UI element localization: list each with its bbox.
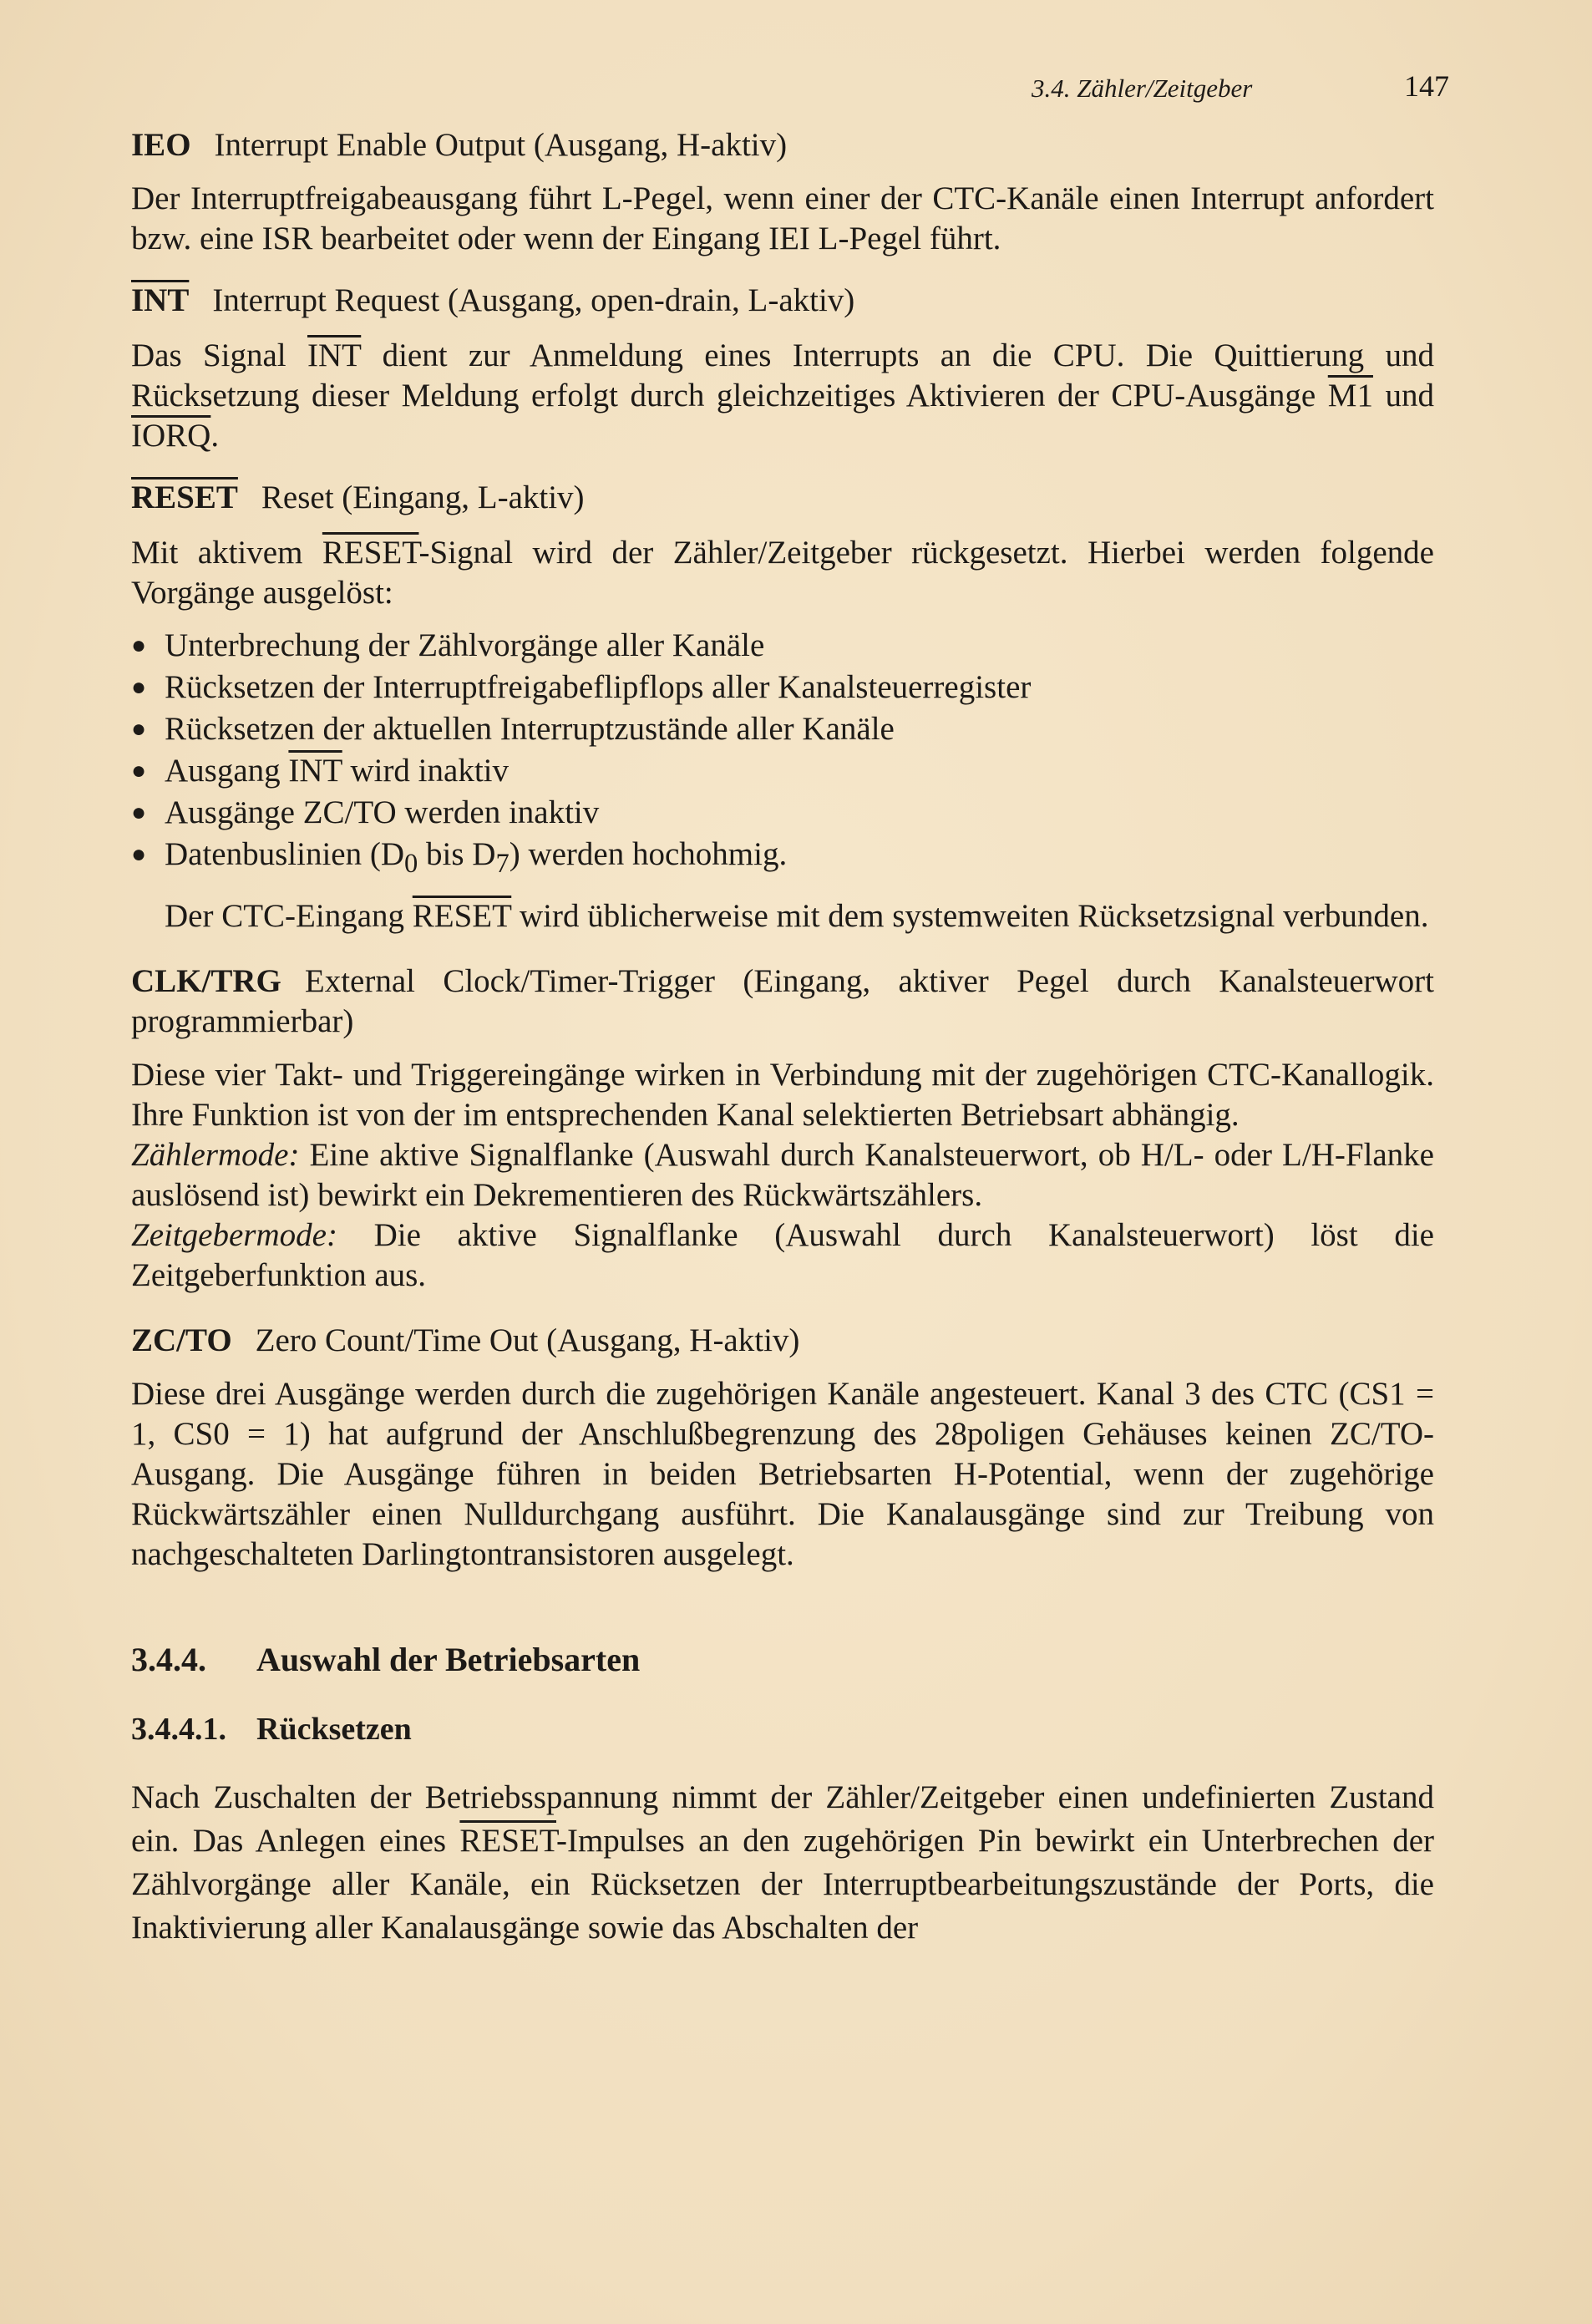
term-key: ZC/TO	[131, 1322, 232, 1358]
signal-iorq: IORQ	[131, 418, 211, 454]
term-ieo	[131, 125, 1434, 165]
text-run: Das Signal	[131, 337, 307, 373]
section-heading	[131, 1640, 1434, 1679]
ieo-paragraph: Der Interruptfreigabeausgang führt L-Pegel, wenn einer der CTC-Kanäle einen Interrupt anfordert bzw. eine ISR bearbeitet oder wenn der Eingang IEI L-Pegel führt.	[131, 180, 1434, 256]
text-run: Nach Zuschalten der Betriebsspannung nimmt der Zähler/Zeitgeber einen undefinierten Zustand ein. Das Anlegen eines	[131, 1779, 1434, 1859]
text-run: ) werden hochohmig.	[509, 836, 788, 872]
text-run: -Signal wird der Zähler/Zeitgeber rückgesetzt. Hierbei werden folgende Vorgänge ausgelöst:	[131, 535, 1434, 611]
text-run: Eine aktive Signalflanke (Auswahl durch Kanalsteuerwort, ob H/L- oder L/H-Flanke auslösend ist) bewirkt ein Dekrementieren des Rückwärtszählers.	[131, 1136, 1434, 1213]
reset-body-paragraph	[131, 1776, 1434, 1950]
int-paragraph	[131, 336, 1434, 456]
text-run: .	[210, 418, 220, 454]
text-run: Datenbuslinien (D	[165, 836, 405, 872]
subscript: 0	[404, 848, 418, 879]
term-key: IEO	[131, 127, 191, 163]
signal-reset: RESET	[459, 1822, 556, 1859]
signal-m1: M1	[1327, 378, 1373, 414]
subsection-number: 3.4.4.1.	[131, 1711, 226, 1747]
page-body	[131, 125, 1434, 1950]
page-header	[1032, 69, 1449, 110]
text-run: Die aktive Signalflanke (Auswahl durch Kanalsteuerwort) löst die Zeitgeberfunktion aus.	[131, 1216, 1434, 1293]
subsection-heading	[131, 1711, 1434, 1748]
list-item: ● Unterbrechung der Zählvorgänge aller Kanäle	[131, 625, 1434, 667]
term-key: RESET	[131, 480, 238, 515]
list-item: ● Ausgänge ZC/TO werden inaktiv	[131, 792, 1434, 834]
subscript: 7	[495, 848, 510, 879]
term-desc: Reset (Eingang, L-aktiv)	[261, 480, 585, 515]
text-run: Der CTC-Eingang	[165, 897, 413, 934]
term-key: $\overline{INT}$	[131, 282, 190, 318]
reset-effects-list	[131, 625, 1434, 885]
mode-label: Zählermode:	[131, 1136, 300, 1173]
signal-int: $\overline{INT}$	[307, 337, 362, 373]
signal-reset: RESET	[412, 897, 512, 934]
term-desc: Interrupt Request (Ausgang, open-drain, L-aktiv)	[212, 282, 855, 318]
text-run: bis D	[418, 836, 496, 872]
section-title: Auswahl der Betriebsarten	[256, 1640, 641, 1678]
list-item	[131, 834, 1434, 885]
signal-reset: RESET	[322, 535, 419, 571]
reset-note	[131, 896, 1434, 936]
page-number: 147	[1404, 69, 1449, 103]
term-clk-trg	[131, 962, 1434, 1042]
term-reset	[131, 478, 1434, 518]
clk-counter-mode	[131, 1135, 1434, 1215]
text-run: Mit aktivem	[131, 535, 322, 571]
list-item: ● Rücksetzen der Interruptfreigabeflipflops aller Kanalsteuerregister	[131, 667, 1434, 708]
text-run: -Impulses an den zugehörigen Pin bewirkt ein Unterbrechen der Zählvorgänge aller Kanäle, ein Rücksetzen der Interruptbearbeitungszustände der Ports, die Inaktivierung aller Kanalausgänge sowie das Abschalten der	[131, 1822, 1434, 1946]
clk-timer-mode	[131, 1215, 1434, 1296]
list-item	[131, 750, 1434, 792]
term-zc-to	[131, 1321, 1434, 1361]
zcto-paragraph: Diese drei Ausgänge werden durch die zugehörigen Kanäle angesteuert. Kanal 3 des CTC (CS1 = 1, CS0 = 1) hat aufgrund der Anschlußbegrenzung des 28poligen Gehäuses keinen ZC/TO-Ausgang. Die Ausgänge führen in beiden Betriebsarten H-Potential, wenn der zugehörige Rückwärtszähler einen Nulldurchgang ausführt. Die Kanalausgänge sind zur Treibung von nachgeschalteten Darlingtontransistoren ausgelegt.	[131, 1375, 1434, 1572]
list-item: ● Rücksetzen der aktuellen Interruptzustände aller Kanäle	[131, 708, 1434, 750]
reset-paragraph	[131, 533, 1434, 613]
mode-label: Zeitgebermode:	[131, 1216, 337, 1253]
section-number: 3.4.4.	[131, 1640, 206, 1678]
running-title: 3.4. Zähler/Zeitgeber	[1032, 74, 1253, 103]
term-desc: Interrupt Enable Output (Ausgang, H-aktiv)	[214, 127, 788, 163]
text-run: und	[1372, 378, 1435, 414]
text-run: wird inaktiv	[342, 753, 509, 789]
text-run: Ausgang	[165, 753, 289, 789]
term-desc: Zero Count/Time Out (Ausgang, H-aktiv)	[255, 1322, 800, 1358]
text-run: dient zur Anmeldung eines Interrupts an die CPU. Die Quittierung und Rücksetzung dieser Meldung erfolgt durch gleichzeitiges Aktivieren der CPU-Ausgänge	[131, 337, 1434, 414]
term-key: CLK/TRG	[131, 962, 281, 999]
text-run: wird üblicherweise mit dem systemweiten Rücksetzsignal verbunden.	[511, 897, 1429, 934]
signal-int: $\overline{INT}$	[288, 753, 342, 789]
term-int	[131, 281, 1434, 321]
subsection-title: Rücksetzen	[256, 1711, 412, 1747]
clk-paragraph: Diese vier Takt- und Triggereingänge wirken in Verbindung mit der zugehörigen CTC-Kanallogik. Ihre Funktion ist von der im entsprechenden Kanal selektierten Betriebsart abhängig.	[131, 1056, 1434, 1133]
term-desc: External Clock/Timer-Trigger (Eingang, aktiver Pegel durch Kanalsteuerwort programmierbar)	[131, 962, 1434, 1039]
